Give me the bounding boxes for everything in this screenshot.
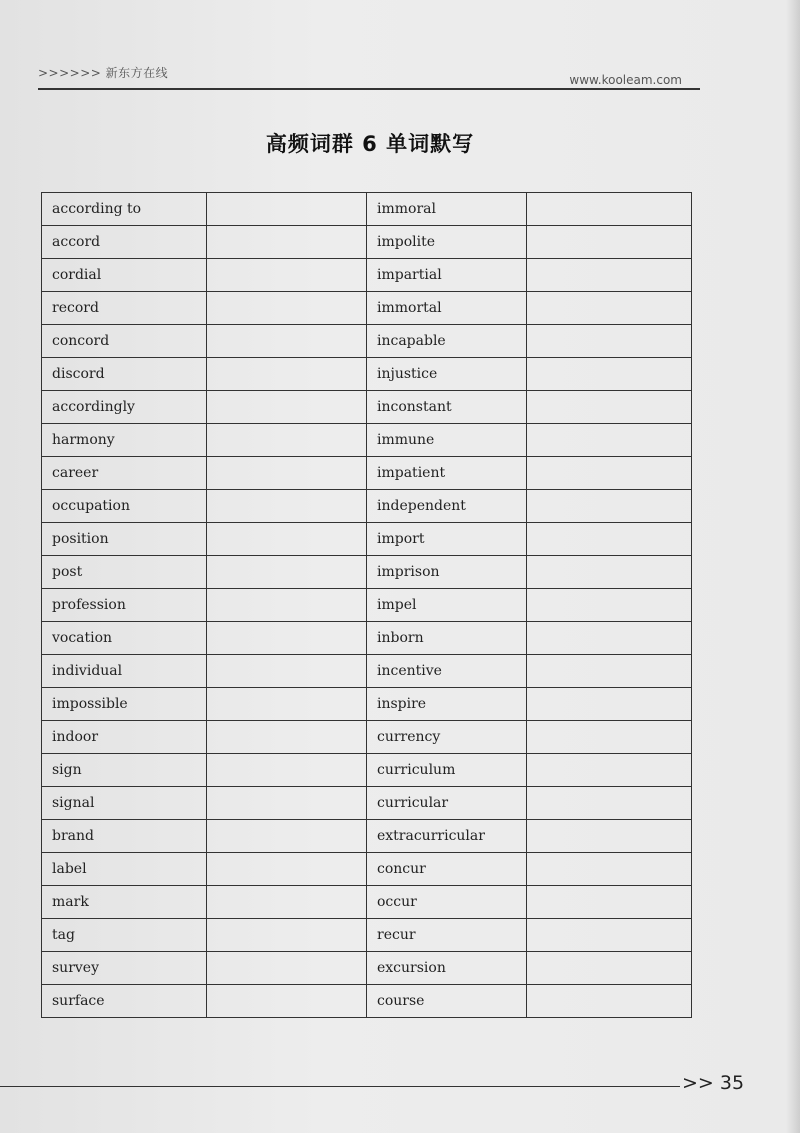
word-cell: occupation — [42, 490, 207, 523]
word-cell: inconstant — [367, 391, 527, 424]
answer-cell[interactable] — [527, 226, 692, 259]
answer-cell[interactable] — [527, 556, 692, 589]
answer-cell[interactable] — [527, 655, 692, 688]
answer-cell[interactable] — [207, 358, 367, 391]
word-cell: accordingly — [42, 391, 207, 424]
word-cell: position — [42, 523, 207, 556]
word-cell: label — [42, 853, 207, 886]
answer-cell[interactable] — [207, 589, 367, 622]
word-cell: accord — [42, 226, 207, 259]
table-row — [42, 853, 692, 886]
answer-cell[interactable] — [207, 886, 367, 919]
word-cell: signal — [42, 787, 207, 820]
word-cell: immoral — [367, 193, 527, 226]
answer-cell[interactable] — [527, 391, 692, 424]
spine-shadow — [786, 0, 800, 1133]
answer-cell[interactable] — [527, 886, 692, 919]
answer-cell[interactable] — [207, 391, 367, 424]
answer-cell[interactable] — [207, 292, 367, 325]
table-row — [42, 754, 692, 787]
word-cell: survey — [42, 952, 207, 985]
answer-cell[interactable] — [207, 985, 367, 1018]
word-cell: according to — [42, 193, 207, 226]
word-cell: imprison — [367, 556, 527, 589]
table-row — [42, 325, 692, 358]
table-row — [42, 391, 692, 424]
answer-cell[interactable] — [207, 919, 367, 952]
table-row — [42, 919, 692, 952]
word-cell: curriculum — [367, 754, 527, 787]
word-cell: vocation — [42, 622, 207, 655]
answer-cell[interactable] — [207, 820, 367, 853]
word-cell: concord — [42, 325, 207, 358]
answer-cell[interactable] — [207, 424, 367, 457]
word-cell: career — [42, 457, 207, 490]
answer-cell[interactable] — [207, 721, 367, 754]
answer-cell[interactable] — [207, 523, 367, 556]
answer-cell[interactable] — [527, 424, 692, 457]
word-cell: inborn — [367, 622, 527, 655]
word-cell: excursion — [367, 952, 527, 985]
table-row — [42, 193, 692, 226]
word-cell: mark — [42, 886, 207, 919]
word-cell: individual — [42, 655, 207, 688]
table-row — [42, 820, 692, 853]
answer-cell[interactable] — [527, 688, 692, 721]
vocabulary-table — [41, 192, 692, 1018]
page-title: 高频词群 6 单词默写 — [265, 132, 475, 156]
table-row — [42, 688, 692, 721]
table-row — [42, 952, 692, 985]
word-cell: profession — [42, 589, 207, 622]
table-row — [42, 523, 692, 556]
header-url: www.kooleam.com — [569, 73, 682, 87]
table-row — [42, 259, 692, 292]
table-row — [42, 556, 692, 589]
answer-cell[interactable] — [527, 721, 692, 754]
word-cell: immune — [367, 424, 527, 457]
answer-cell[interactable] — [207, 259, 367, 292]
answer-cell[interactable] — [527, 259, 692, 292]
table-row — [42, 985, 692, 1018]
word-cell: harmony — [42, 424, 207, 457]
word-cell: impel — [367, 589, 527, 622]
answer-cell[interactable] — [527, 358, 692, 391]
answer-cell[interactable] — [207, 622, 367, 655]
word-cell: extracurricular — [367, 820, 527, 853]
word-cell: currency — [367, 721, 527, 754]
table-row — [42, 490, 692, 523]
word-cell: brand — [42, 820, 207, 853]
word-cell: post — [42, 556, 207, 589]
answer-cell[interactable] — [527, 490, 692, 523]
word-cell: tag — [42, 919, 207, 952]
word-cell: curricular — [367, 787, 527, 820]
word-cell: incentive — [367, 655, 527, 688]
word-cell: record — [42, 292, 207, 325]
answer-cell[interactable] — [207, 787, 367, 820]
table-row — [42, 721, 692, 754]
answer-cell[interactable] — [527, 193, 692, 226]
answer-cell[interactable] — [527, 622, 692, 655]
answer-cell[interactable] — [527, 919, 692, 952]
word-cell: surface — [42, 985, 207, 1018]
table-row — [42, 655, 692, 688]
word-cell: indoor — [42, 721, 207, 754]
word-cell: course — [367, 985, 527, 1018]
word-cell: impatient — [367, 457, 527, 490]
answer-cell[interactable] — [207, 226, 367, 259]
header-brand: >>>>>> 新东方在线 — [38, 66, 169, 80]
table-row — [42, 292, 692, 325]
answer-cell[interactable] — [207, 952, 367, 985]
word-cell: sign — [42, 754, 207, 787]
answer-cell[interactable] — [207, 655, 367, 688]
table-row — [42, 787, 692, 820]
answer-cell[interactable] — [527, 523, 692, 556]
answer-cell[interactable] — [527, 985, 692, 1018]
footer-divider — [0, 1086, 680, 1087]
word-cell: discord — [42, 358, 207, 391]
answer-cell[interactable] — [527, 457, 692, 490]
answer-cell[interactable] — [527, 292, 692, 325]
word-cell: inspire — [367, 688, 527, 721]
word-cell: impartial — [367, 259, 527, 292]
answer-cell[interactable] — [207, 325, 367, 358]
answer-cell[interactable] — [207, 556, 367, 589]
table-row — [42, 622, 692, 655]
word-cell: impolite — [367, 226, 527, 259]
page-number: >> 35 — [682, 1072, 745, 1094]
word-cell: injustice — [367, 358, 527, 391]
word-cell: immortal — [367, 292, 527, 325]
table-row — [42, 886, 692, 919]
answer-cell[interactable] — [207, 754, 367, 787]
word-cell: recur — [367, 919, 527, 952]
word-cell: occur — [367, 886, 527, 919]
word-cell: independent — [367, 490, 527, 523]
answer-cell[interactable] — [527, 754, 692, 787]
word-cell: cordial — [42, 259, 207, 292]
table-row — [42, 589, 692, 622]
answer-cell[interactable] — [527, 853, 692, 886]
answer-cell[interactable] — [207, 457, 367, 490]
answer-cell[interactable] — [527, 820, 692, 853]
table-row — [42, 358, 692, 391]
answer-cell[interactable] — [207, 490, 367, 523]
table-row — [42, 424, 692, 457]
answer-cell[interactable] — [527, 952, 692, 985]
table-row — [42, 226, 692, 259]
answer-cell[interactable] — [207, 853, 367, 886]
word-cell: concur — [367, 853, 527, 886]
answer-cell[interactable] — [527, 787, 692, 820]
header-divider — [38, 88, 700, 90]
word-cell: incapable — [367, 325, 527, 358]
table-row — [42, 457, 692, 490]
word-cell: import — [367, 523, 527, 556]
answer-cell[interactable] — [527, 589, 692, 622]
answer-cell[interactable] — [527, 325, 692, 358]
answer-cell[interactable] — [207, 688, 367, 721]
word-cell: impossible — [42, 688, 207, 721]
answer-cell[interactable] — [207, 193, 367, 226]
